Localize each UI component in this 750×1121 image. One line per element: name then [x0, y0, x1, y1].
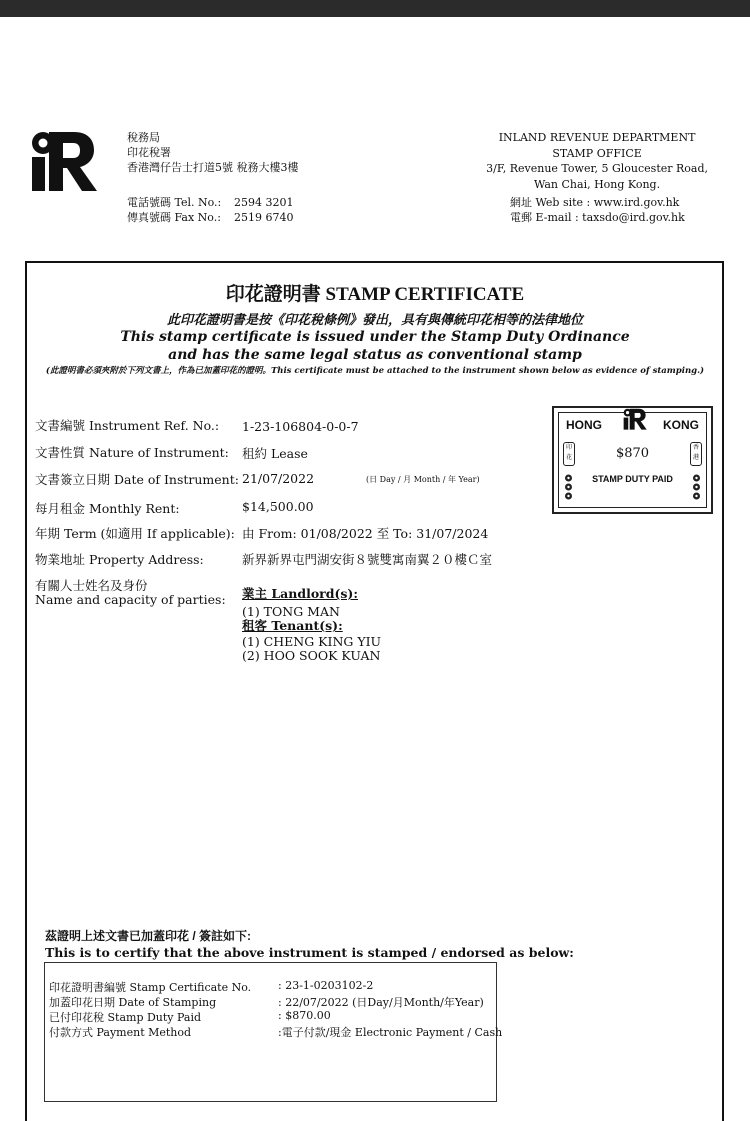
office-en: STAMP OFFICE	[552, 146, 642, 160]
dept-en: INLAND REVENUE DEPARTMENT	[498, 131, 696, 144]
seal-right: 香港	[690, 442, 702, 466]
date-value: 21/07/2022	[242, 471, 315, 486]
header-en-block	[486, 130, 708, 192]
tenant-heading: 租客 Tenant(s):	[242, 618, 343, 633]
header-cn-block	[127, 130, 299, 175]
rent-label: 每月租金 Monthly Rent:	[35, 501, 180, 516]
duty-paid-label: 已付印花稅 Stamp Duty Paid	[49, 1011, 202, 1024]
dept-cn: 稅務局	[127, 131, 160, 144]
cert-no-label: 印花證明書編號 Stamp Certificate No.	[49, 981, 252, 994]
address-en-2: Wan Chai, Hong Kong.	[534, 177, 661, 191]
knot-ornament-left-icon	[564, 474, 573, 500]
stamp-amount: $870	[615, 446, 650, 461]
web-block	[510, 195, 685, 225]
rent-value: $14,500.00	[242, 499, 314, 514]
endorsement-heading-en: This is to certify that the above instrument is stamped / endorsed as below:	[45, 945, 574, 960]
nature-value: 租約 Lease	[242, 446, 308, 461]
address-cn: 香港灣仔告士打道5號 稅務大樓3樓	[127, 161, 299, 174]
address-label: 物業地址 Property Address:	[35, 552, 204, 567]
seal-left: 印花	[563, 442, 575, 466]
parties-list	[242, 587, 381, 663]
tel-label: 電話號碼 Tel. No.:	[127, 196, 222, 209]
parties-label-cn: 有關人士姓名及身份	[35, 578, 148, 593]
subtitle-en-line2: and has the same legal status as conventional stamp	[168, 347, 582, 363]
address-value: 新界新界屯門湖安街８號雙寓南翼２０樓Ｃ室	[242, 552, 493, 567]
certificate-title: 印花證明書 STAMP CERTIFICATE	[225, 284, 525, 305]
attachment-note: (此證明書必須夾附於下列文書上，作為已加蓋印花的證明。This certificate must be attached to the instrument shown below as evidence of stamping.)	[45, 366, 705, 376]
ref-label: 文書編號 Instrument Ref. No.:	[35, 418, 220, 433]
stamp-paid-text: STAMP DUTY PAID	[592, 474, 673, 484]
term-label: 年期 Term (如適用 If applicable):	[35, 526, 235, 541]
office-cn: 印花稅署	[127, 146, 171, 159]
subtitle-en-line1: This stamp certificate is issued under the Stamp Duty Ordinance	[120, 329, 630, 345]
subtitle-en	[0, 328, 750, 364]
stamp-ird-logo	[620, 408, 650, 430]
contact-block	[127, 195, 294, 225]
tenant-item: (1) CHENG KING YIU	[242, 634, 382, 649]
parties-label	[35, 579, 226, 607]
ird-logo	[30, 130, 98, 192]
stamp-kong: KONG	[663, 418, 699, 432]
subtitle-cn: 此印花證明書是按《印花稅條例》發出，具有與傳統印花相等的法律地位	[166, 313, 583, 328]
tenant-item: (2) HOO SOOK KUAN	[242, 648, 381, 663]
fax-value: 2519 6740	[234, 211, 294, 224]
knot-ornament-right-icon	[692, 474, 701, 500]
stamp-hong: HONG	[566, 418, 602, 432]
stamp-date-label: 加蓋印花日期 Date of Stamping	[49, 996, 217, 1009]
date-hint: (日 Day / 月 Month / 年 Year)	[366, 475, 480, 484]
nature-label: 文書性質 Nature of Instrument:	[35, 445, 229, 460]
ref-value: 1-23-106804-0-0-7	[242, 419, 359, 434]
email: 電郵 E-mail : taxsdo@ird.gov.hk	[510, 211, 685, 224]
endorsement-heading-cn: 茲證明上述文書已加蓋印花 / 簽註如下:	[45, 929, 251, 943]
term-value: 由 From: 01/08/2022 至 To: 31/07/2024	[242, 526, 489, 541]
stamp-duty-paid-stamp	[552, 406, 713, 514]
stamp-date-value: : 22/07/2022 (日Day/月Month/年Year)	[278, 996, 484, 1009]
date-label: 文書簽立日期 Date of Instrument:	[35, 472, 239, 487]
address-en-1: 3/F, Revenue Tower, 5 Gloucester Road,	[486, 162, 708, 175]
payment-method-value: :電子付款/現金 Electronic Payment / Cash	[278, 1026, 503, 1039]
duty-paid-value: : $870.00	[278, 1009, 331, 1022]
parties-label-en: Name and capacity of parties:	[35, 592, 226, 607]
cert-no-value: : 23-1-0203102-2	[278, 979, 374, 992]
payment-method-label: 付款方式 Payment Method	[49, 1026, 192, 1039]
fax-label: 傳真號碼 Fax No.:	[127, 211, 221, 224]
top-bar	[0, 0, 750, 17]
tel-value: 2594 3201	[234, 196, 294, 209]
website: 網址 Web site : www.ird.gov.hk	[510, 196, 680, 209]
landlord-item: (1) TONG MAN	[242, 604, 340, 619]
landlord-heading: 業主 Landlord(s):	[242, 586, 358, 601]
